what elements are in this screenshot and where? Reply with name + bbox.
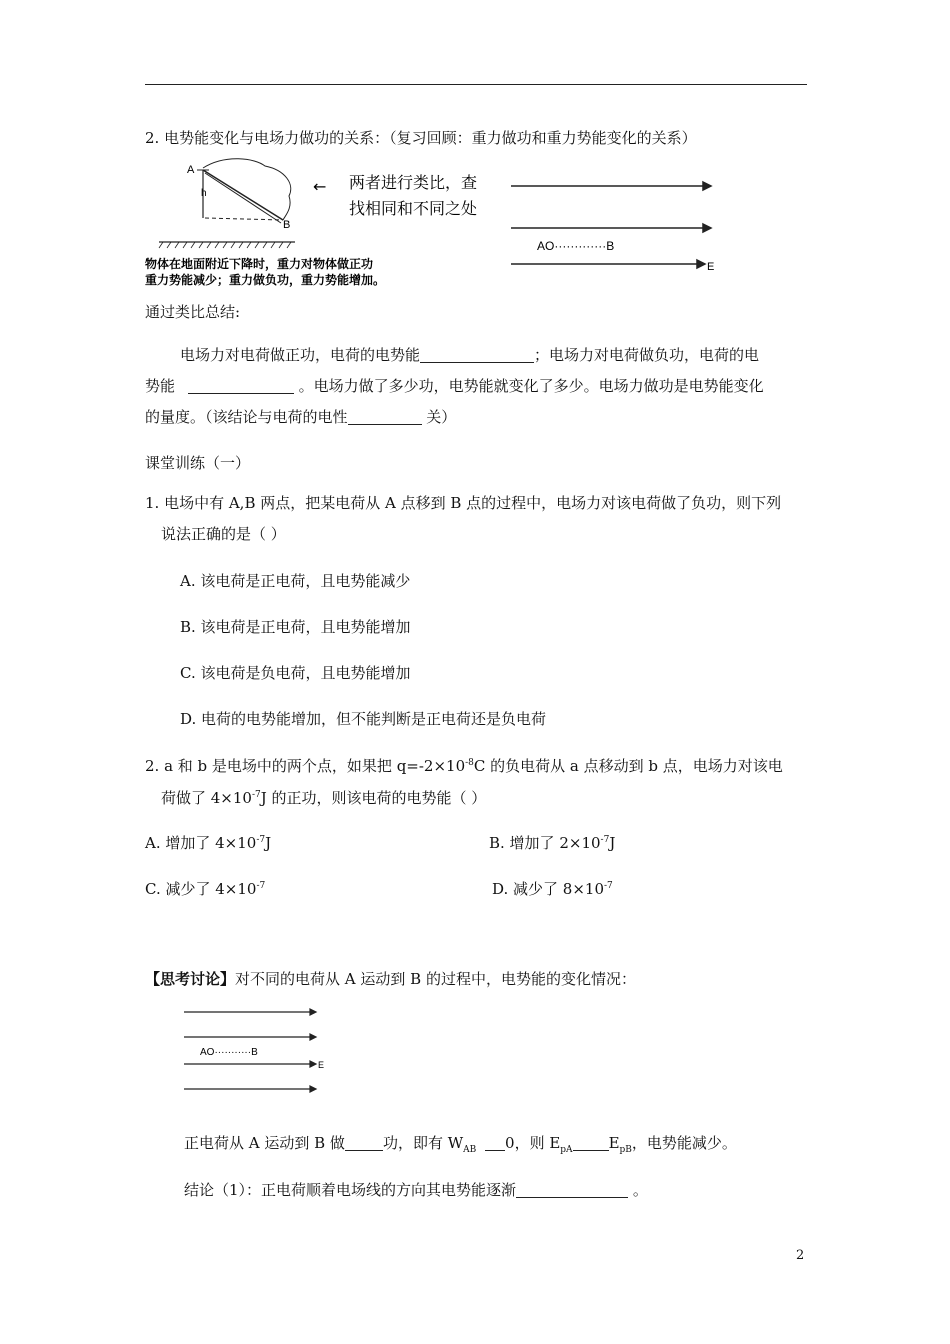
q2-text-2a: 荷做了 4×10	[161, 789, 252, 807]
fig1-field-e: E	[707, 261, 715, 273]
fig2-field-e: E	[318, 1060, 325, 1070]
left-arrow-icon: ←	[313, 177, 327, 196]
q2-a-unit: J	[265, 834, 272, 852]
summary-text-2b: 。电场力做了多少功，电势能就变化了多少。电场力做功是电势能变化	[298, 377, 764, 395]
summary-line-2	[145, 376, 764, 396]
q2-b-unit: J	[609, 834, 616, 852]
answer-blank	[348, 409, 422, 425]
q2-line-2	[161, 785, 486, 808]
page-number: 2	[796, 1248, 805, 1263]
fig2-field-ab: AO···········B	[200, 1047, 258, 1058]
analogy-figure	[145, 152, 720, 292]
q2-a-text: A. 增加了 4×10	[145, 834, 257, 852]
q2-text-1b: C 的负电荷从 a 点移动到 b 点，电场力对该电	[473, 757, 783, 775]
answer-blank	[573, 1135, 609, 1151]
field-lines-svg	[180, 1003, 330, 1099]
q2-option-c	[145, 876, 265, 899]
answer-blank	[485, 1135, 505, 1151]
q1-line-2: 说法正确的是（ ）	[161, 525, 286, 543]
answer-blank	[516, 1182, 628, 1198]
d1-text-a: 正电荷从 A 运动到 B 做	[184, 1134, 345, 1152]
discussion-line-1	[184, 1133, 737, 1160]
d2-text-a: 结论（1）：正电荷顺着电场线的方向其电势能逐渐	[184, 1181, 517, 1199]
fig1-label-b: B	[283, 219, 291, 231]
d1-text-d: E	[608, 1134, 620, 1152]
answer-blank	[188, 378, 294, 394]
q2-exp-1: -8	[465, 758, 474, 768]
summary-line-1	[180, 345, 759, 365]
fig1-analogy-1: 两者进行类比，查	[349, 173, 478, 192]
summary-text-1b: ；电场力对电荷做负功，电荷的电	[534, 346, 760, 364]
answer-blank	[420, 347, 534, 363]
d1-sub-pb: pB	[619, 1145, 632, 1155]
q2-option-b	[489, 830, 615, 853]
q2-d-exp: -7	[604, 881, 613, 891]
fig1-caption-2: 重力势能减少；重力做负功，重力势能增加。	[145, 273, 386, 287]
summary-text-3a: 的量度。（该结论与电荷的电性	[145, 408, 348, 426]
d1-sub-pa: pA	[560, 1145, 573, 1155]
q2-option-d	[492, 876, 613, 899]
summary-heading: 通过类比总结:	[145, 303, 241, 321]
q1-option-a: A. 该电荷是正电荷，且电势能减少	[180, 572, 411, 590]
fig1-analogy-2: 找相同和不同之处	[349, 199, 478, 218]
q1-option-c: C. 该电荷是负电荷，且电势能增加	[180, 664, 411, 682]
fig1-label-a: A	[187, 164, 195, 176]
summary-text-2a: 势能	[145, 377, 176, 395]
summary-line-3	[145, 407, 456, 427]
q2-line-1	[145, 753, 783, 776]
field-lines-figure	[180, 1003, 330, 1099]
q2-c-text: C. 减少了 4×10	[145, 880, 257, 898]
q1-option-d: D. 电荷的电势能增加，但不能判断是正电荷还是负电荷	[180, 710, 547, 728]
discussion-text: 对不同的电荷从 A 运动到 B 的过程中，电势能的变化情况：	[235, 970, 636, 988]
fig1-caption-1: 物体在地面附近下降时，重力对物体做正功	[145, 257, 374, 271]
q2-d-text: D. 减少了 8×10	[492, 880, 604, 898]
q1-line-1: 1. 电场中有 A,B 两点，把某电荷从 A 点移到 B 点的过程中，电场力对该电荷做了负功，则下列	[145, 494, 782, 512]
q2-option-a	[145, 830, 271, 853]
q2-c-exp: -7	[256, 881, 266, 891]
answer-blank	[345, 1135, 383, 1151]
q2-b-text: B. 增加了 2×10	[489, 834, 601, 852]
summary-text-1a: 电场力对电荷做正功，电荷的电势能	[180, 346, 421, 364]
q1-option-b: B. 该电荷是正电荷，且电势能增加	[180, 618, 411, 636]
discussion-tag: 【思考讨论】	[145, 970, 236, 988]
d1-sub-ab: AB	[463, 1145, 477, 1155]
d1-text-e: ，电势能减少。	[631, 1134, 737, 1152]
fig1-label-h: h	[201, 188, 207, 199]
analogy-figure-svg	[145, 152, 720, 292]
q2-b-exp: -7	[600, 835, 610, 845]
summary-text-3b: 关）	[426, 408, 457, 426]
section-title: 2. 电势能变化与电场力做功的关系：（复习回顾：重力做功和重力势能变化的关系）	[145, 129, 697, 147]
fig1-field-ab: AO·············B	[537, 239, 615, 253]
q2-text-1a: 2. a 和 b 是电场中的两个点，如果把 q=-2×10	[145, 757, 466, 775]
d2-text-b: 。	[632, 1181, 648, 1199]
d1-text-b: 功，即有 W	[382, 1134, 464, 1152]
q2-a-exp: -7	[256, 835, 266, 845]
q2-text-2b: J 的正功，则该电荷的电势能（ ）	[260, 789, 487, 807]
d1-text-c: 0，则 E	[505, 1134, 561, 1152]
discussion-line-2	[184, 1180, 648, 1200]
discussion-line	[145, 969, 636, 989]
practice-heading: 课堂训练（一）	[145, 454, 251, 472]
header-rule	[145, 84, 807, 85]
q2-exp-2: -7	[251, 790, 261, 800]
